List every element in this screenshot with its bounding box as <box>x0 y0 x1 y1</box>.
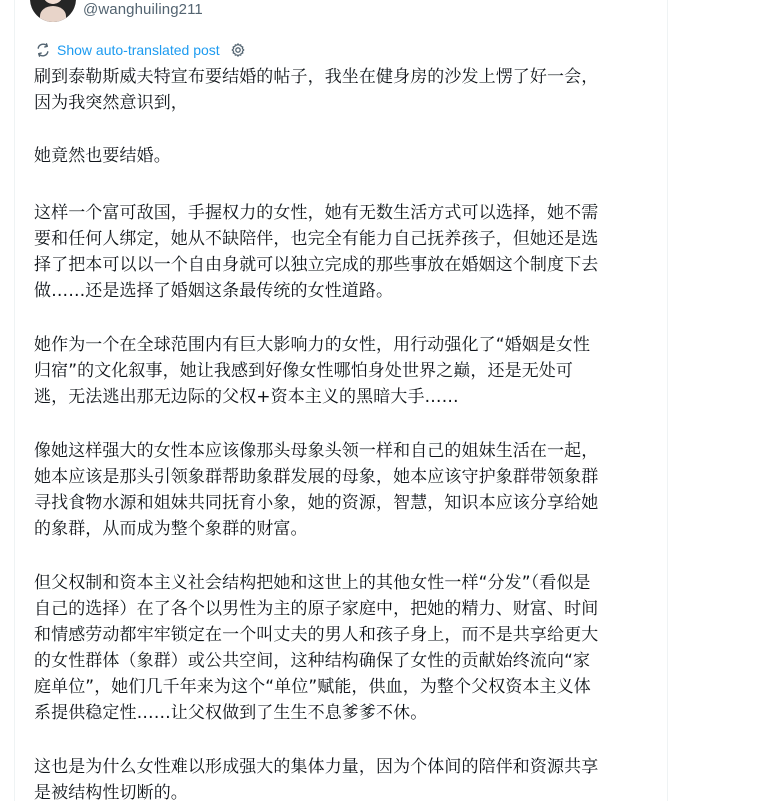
post-card <box>14 0 668 801</box>
post-paragraph-6: 但父权制和资本主义社会结构把她和这世上的其他女性一样“分发”（看似是 自己的选择）在了各个以男性为主的原子家庭中，把她的精力、财富、时间 和情感劳动都牢牢锁定在一个叫丈夫的男人和孩子身上，而不是共享给更大 的女性群体（象群）或公共空间，这种结构确保了女性的贡献始终流向“家 庭单位”，她们几千年来为这个“单位”赋能，供血，为整个父权资本主义体 系提供稳定性……让父权做到了生生不息爹爹不休。 <box>34 573 599 723</box>
gear-icon[interactable] <box>229 41 247 59</box>
show-auto-translated-post-link[interactable]: Show auto-translated post <box>57 42 220 58</box>
post-paragraph-7: 这也是为什么女性难以形成强大的集体力量，因为个体间的陪伴和资源共享 是被结构性切断的。 <box>34 757 599 803</box>
post-paragraph-5: 像她这样强大的女性本应该像那头母象头领一样和自己的姐妹生活在一起， 她本应该是那头引领象群帮助象群发展的母象，她本应该守护象群带领象群 寻找食物水源和姐妹共同抚育小象，她的资源，智慧，知识本应该分享给她 的象群，从而成为整个象群的财富。 <box>34 441 599 539</box>
post-paragraph-4: 她作为一个在全球范围内有巨大影响力的女性，用行动强化了“婚姻是女性 归宿”的文化叙事，她让我感到好像女性哪怕身处世界之巅，还是无处可 逃，无法逃出那无边际的父权+资本主义的黑暗大手…… <box>34 335 591 407</box>
profile-avatar[interactable] <box>30 0 76 22</box>
auto-translate-row <box>35 40 247 60</box>
post-paragraph-2: 她竟然也要结婚。 <box>34 146 171 166</box>
post-paragraph-1: 刷到泰勒斯威夫特宣布要结婚的帖子，我坐在健身房的沙发上愣了好一会， 因为我突然意识到， <box>34 67 599 113</box>
user-handle[interactable]: @wanghuiling211 <box>83 1 203 18</box>
post-paragraph-3: 这样一个富可敌国，手握权力的女性，她有无数生活方式可以选择，她不需 要和任何人绑定，她从不缺陪伴，也完全有能力自己抚养孩子，但她还是选 择了把本可以以一个自由身就可以独立完成的那些事放在婚姻这个制度下去 做……还是选择了婚姻这条最传统的女性道路。 <box>34 203 599 301</box>
sync-icon <box>35 42 51 58</box>
post-body <box>34 64 664 806</box>
